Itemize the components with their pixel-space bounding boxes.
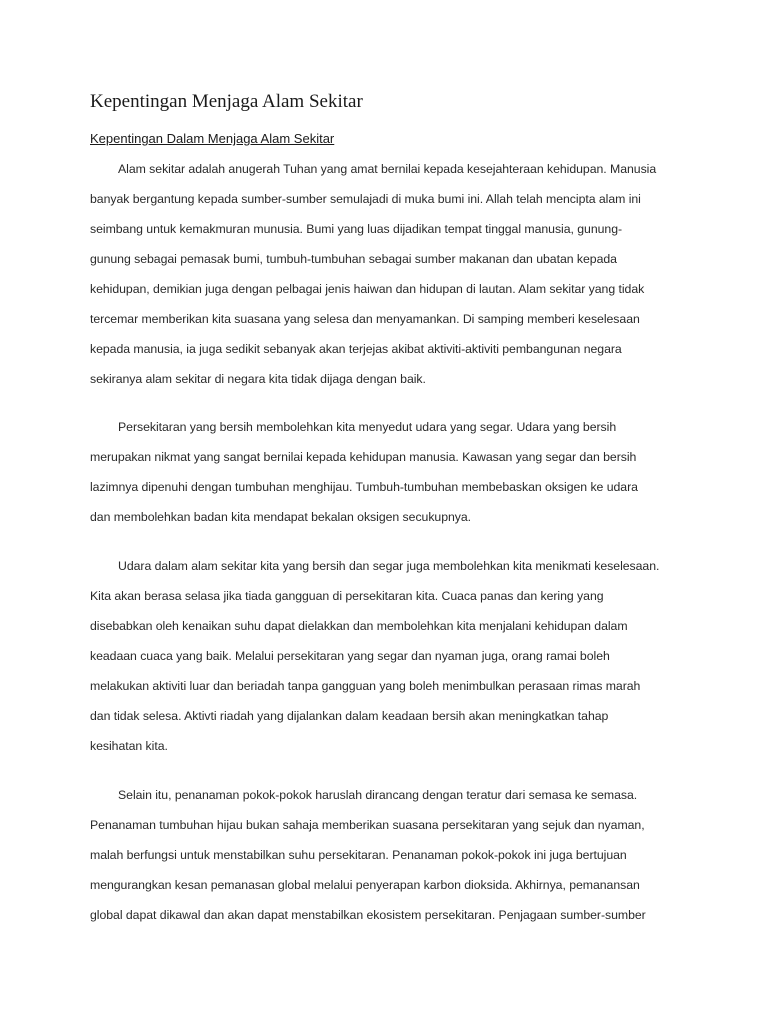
paragraph-line: dan membolehkan badan kita mendapat bekalan oksigen secukupnya.: [90, 510, 472, 524]
paragraph-line: malah berfungsi untuk menstabilkan suhu persekitaran. Penanaman pokok-pokok ini juga bertujuan: [90, 848, 627, 862]
paragraph: [90, 558, 690, 768]
paragraph-line: gunung sebagai pemasak bumi, tumbuh-tumbuhan sebagai sumber makanan dan ubatan kepada: [90, 252, 617, 266]
paragraph-line: kehidupan, demikian juga dengan pelbagai jenis haiwan dan hidupan di lautan. Alam sekitar yang tidak: [90, 282, 645, 296]
paragraph-line: melakukan aktiviti luar dan beriadah tanpa gangguan yang boleh menimbulkan perasaan rimas marah: [90, 679, 641, 693]
paragraph-line: sekiranya alam sekitar di negara kita tidak dijaga dengan baik.: [90, 372, 426, 386]
paragraph: [90, 787, 690, 937]
paragraph-line: Selain itu, penanaman pokok-pokok haruslah dirancang dengan teratur dari semasa ke semasa.: [118, 788, 638, 802]
paragraph: [90, 161, 690, 401]
paragraph-line: Udara dalam alam sekitar kita yang bersih dan segar juga membolehkan kita menikmati keselesaan.: [118, 559, 660, 573]
document-title: Kepentingan Menjaga Alam Sekitar: [90, 91, 363, 112]
paragraph-line: Penanaman tumbuhan hijau bukan sahaja memberikan suasana persekitaran yang sejuk dan nyaman,: [90, 818, 645, 832]
paragraph-line: keadaan cuaca yang baik. Melalui persekitaran yang segar dan nyaman juga, orang ramai boleh: [90, 649, 610, 663]
paragraph-line: Persekitaran yang bersih membolehkan kita menyedut udara yang segar. Udara yang bersih: [118, 420, 617, 434]
paragraph-line: dan tidak selesa. Aktivti riadah yang dijalankan dalam keadaan bersih akan meningkatkan tahap: [90, 709, 609, 723]
paragraph-line: kepada manusia, ia juga sedikit sebanyak akan terjejas akibat aktiviti-aktiviti pembangunan negara: [90, 342, 622, 356]
paragraph-line: global dapat dikawal dan akan dapat menstabilkan ekosistem persekitaran. Penjagaan sumber-sumber: [90, 908, 646, 922]
paragraph-line: Alam sekitar adalah anugerah Tuhan yang amat bernilai kepada kesejahteraan kehidupan. Manusia: [118, 162, 657, 176]
paragraph-line: lazimnya dipenuhi dengan tumbuhan menghijau. Tumbuh-tumbuhan membebaskan oksigen ke udara: [90, 480, 638, 494]
document-subtitle: Kepentingan Dalam Menjaga Alam Sekitar: [90, 131, 335, 146]
paragraph-line: Kita akan berasa selasa jika tiada gangguan di persekitaran kita. Cuaca panas dan kering yang: [90, 589, 604, 603]
paragraph-line: merupakan nikmat yang sangat bernilai kepada kehidupan manusia. Kawasan yang segar dan bersih: [90, 450, 637, 464]
paragraph-line: disebabkan oleh kenaikan suhu dapat dielakkan dan membolehkan kita menjalani kehidupan dalam: [90, 619, 628, 633]
paragraph-line: banyak bergantung kepada sumber-sumber semulajadi di muka bumi ini. Allah telah mencipta alam ini: [90, 192, 641, 206]
paragraph: [90, 419, 690, 539]
paragraph-line: kesihatan kita.: [90, 739, 168, 753]
paragraph-line: mengurangkan kesan pemanasan global melalui penyerapan karbon dioksida. Akhirnya, pemanansan: [90, 878, 640, 892]
paragraph-line: tercemar memberikan kita suasana yang selesa dan menyamankan. Di samping memberi keselesaan: [90, 312, 640, 326]
paragraph-line: seimbang untuk kemakmuran munusia. Bumi yang luas dijadikan tempat tinggal manusia, gunung-: [90, 222, 623, 236]
